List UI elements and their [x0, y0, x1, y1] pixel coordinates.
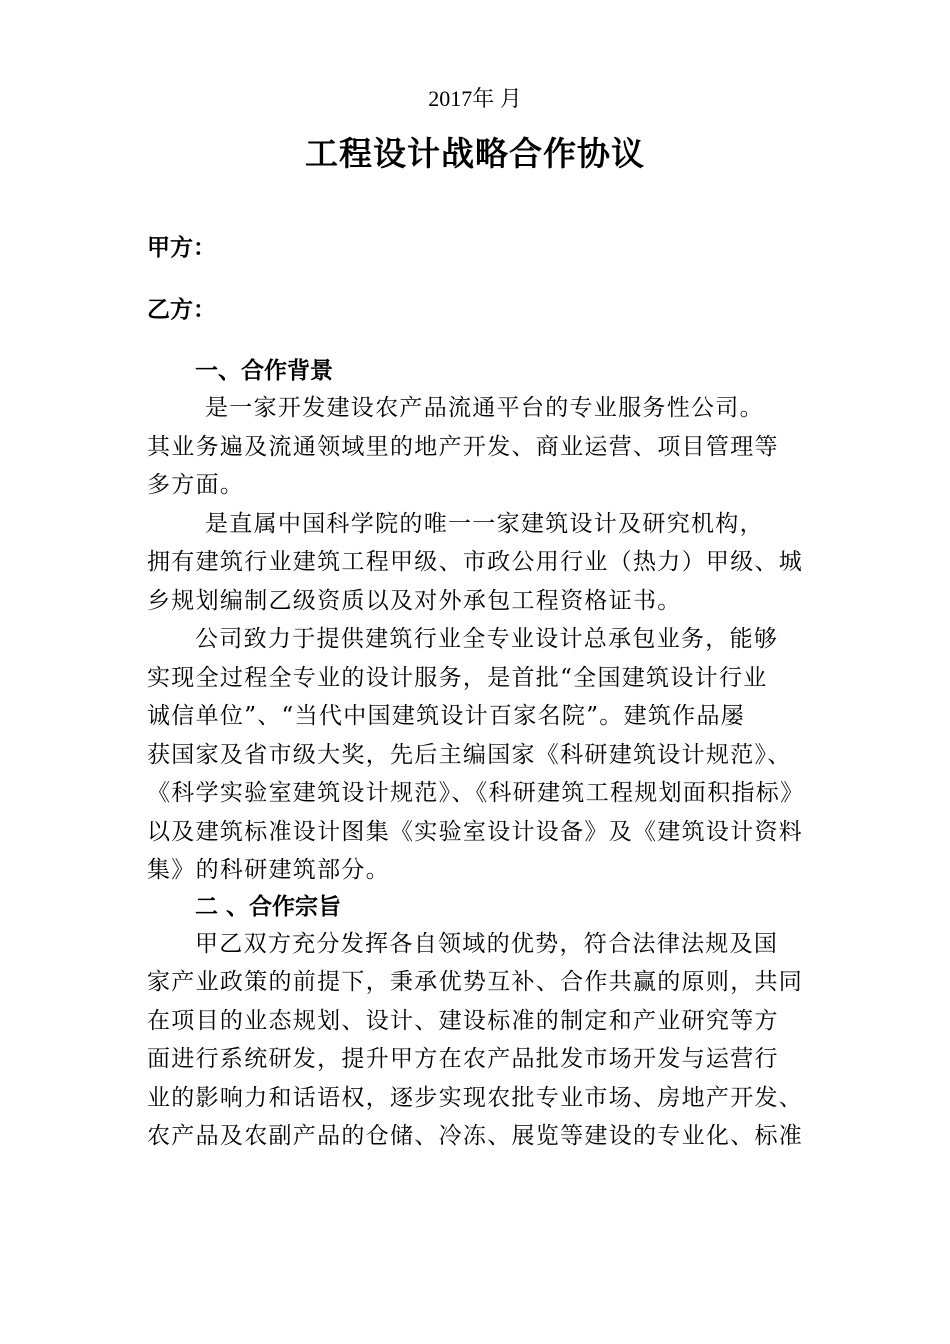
document-title: 工程设计战略合作协议 [305, 134, 645, 173]
paragraph-line: 其业务遍及流通领域里的地产开发、商业运营、项目管理等 [147, 433, 779, 460]
paragraph-line: 乡规划编制乙级资质以及对外承包工程资格证书。 [147, 587, 682, 614]
paragraph-line: 以及建筑标准设计图集《实验室设计设备》及《建筑设计资料 [147, 818, 804, 845]
paragraph-line: 多方面。 [147, 472, 245, 498]
paragraph-line: 面进行系统研发，提升甲方在农产品批发市场开发与运营行 [147, 1046, 779, 1072]
paragraph-line: 实现全过程全专业的设计服务，是首批“全国建筑设计行业 [147, 664, 768, 691]
section-heading-purpose: 二 、合作宗旨 [195, 893, 342, 920]
paragraph-line: 家产业政策的前提下，秉承优势互补、合作共赢的原则，共同 [147, 969, 804, 995]
paragraph-line: 拥有建筑行业建筑工程甲级、市政公用行业（热力）甲级、城 [147, 549, 804, 575]
paragraph-line: 公司致力于提供建筑行业全专业设计总承包业务，能够 [195, 626, 779, 652]
paragraph-line: 农产品及农副产品的仓储、冷冻、展览等建设的专业化、标准 [147, 1123, 804, 1149]
paragraph-line: 在项目的业态规划、设计、建设标准的制定和产业研究等方 [147, 1007, 779, 1034]
paragraph-line: 获国家及省市级大奖，先后主编国家《科研建筑设计规范》、 [147, 741, 792, 768]
agreement-body [147, 354, 807, 1156]
paragraph-line: 甲乙双方充分发挥各自领域的优势，符合法律法规及国 [195, 930, 779, 957]
paragraph-line: 业的影响力和话语权，逐步实现农批专业市场、房地产开发、 [147, 1084, 804, 1111]
paragraph-line: 是一家开发建设农产品流通平台的专业服务性公司。 [205, 395, 764, 421]
paragraph-line: 《科学实验室建筑设计规范》、《科研建筑工程规划面积指标》 [147, 780, 805, 806]
party-b-label: 乙方： [147, 297, 216, 323]
section-heading-background: 一、合作背景 [195, 358, 333, 384]
document-date: 2017年 月 [428, 86, 522, 111]
party-a-label: 甲方： [147, 235, 216, 261]
paragraph-line: 是直属中国科学院的唯一一家建筑设计及研究机构， [205, 510, 764, 537]
paragraph-line: 集》的科研建筑部分。 [147, 857, 390, 883]
paragraph-line: 诚信单位”、“当代中国建筑设计百家名院”。建筑作品屡 [147, 703, 746, 729]
